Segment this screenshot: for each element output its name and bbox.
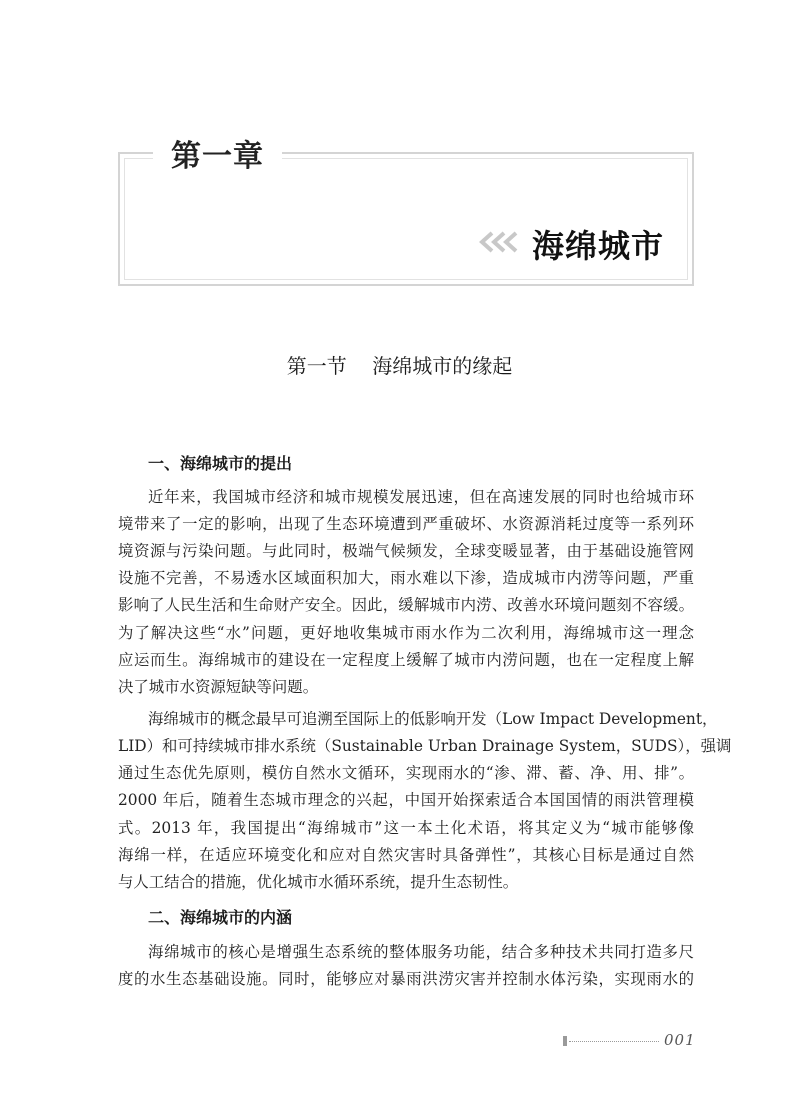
footer-dotted-rule bbox=[569, 1041, 659, 1042]
body-line: 设施不完善，不易透水区域面积加大，雨水难以下渗，造成城市内涝等问题，严重 bbox=[118, 569, 694, 587]
body-line: 度的水生态基础设施。同时，能够应对暴雨洪涝灾害并控制水体污染，实现雨水的 bbox=[118, 970, 694, 988]
page-number: 001 bbox=[664, 1031, 696, 1049]
body-line: 决了城市水资源短缺等问题。 bbox=[118, 678, 319, 696]
subsection-heading-2: 二、海绵城市的内涵 bbox=[148, 908, 293, 927]
body-line: 通过生态优先原则，模仿自然水文循环，实现雨水的“渗、滞、蓄、净、用、排”。 bbox=[118, 764, 694, 782]
body-line: 2000 年后，随着生态城市理念的兴起，中国开始探索适合本国国情的雨洪管理模 bbox=[118, 791, 694, 809]
section-title bbox=[0, 351, 799, 381]
body-line: 应运而生。海绵城市的建设在一定程度上缓解了城市内涝问题，也在一定程度上解 bbox=[118, 651, 694, 669]
body-line: LID）和可持续城市排水系统（Sustainable Urban Drainage System，SUDS），强调 bbox=[118, 737, 732, 755]
footer-marker bbox=[563, 1036, 567, 1046]
body-line: 境资源与污染问题。与此同时，极端气候频发，全球变暖显著，由于基础设施管网 bbox=[118, 542, 694, 560]
chapter-label: 第一章 bbox=[153, 136, 282, 178]
section-number: 第一节 bbox=[286, 354, 347, 378]
body-line: 式。2013 年，我国提出“海绵城市”这一本土化术语，将其定义为“城市能够像 bbox=[118, 819, 694, 837]
body-line: 为了解决这些“水”问题，更好地收集城市雨水作为二次利用，海绵城市这一理念 bbox=[118, 624, 694, 642]
subsection-heading-1: 一、海绵城市的提出 bbox=[148, 454, 293, 473]
body-line: 影响了人民生活和生命财产安全。因此，缓解城市内涝、改善水环境问题刻不容缓。 bbox=[118, 596, 694, 614]
body-line: 与人工结合的措施，优化城市水循环系统，提升生态韧性。 bbox=[118, 873, 519, 891]
body-line: 海绵城市的核心是增强生态系统的整体服务功能，结合多种技术共同打造多尺 bbox=[148, 943, 694, 961]
body-line: 海绵一样，在适应环境变化和应对自然灾害时具备弹性”，其核心目标是通过自然 bbox=[118, 846, 694, 864]
body-line: 境带来了一定的影响，出现了生态环境遭到严重破坏、水资源消耗过度等一系列环 bbox=[118, 515, 694, 533]
body-line: 海绵城市的概念最早可追溯至国际上的低影响开发（Low Impact Development， bbox=[148, 710, 718, 728]
chapter-title: 海绵城市 bbox=[532, 227, 665, 265]
chevrons-icon bbox=[478, 230, 524, 254]
section-name: 海绵城市的缘起 bbox=[372, 354, 513, 378]
body-line: 近年来，我国城市经济和城市规模发展迅速，但在高速发展的同时也给城市环 bbox=[148, 488, 694, 506]
